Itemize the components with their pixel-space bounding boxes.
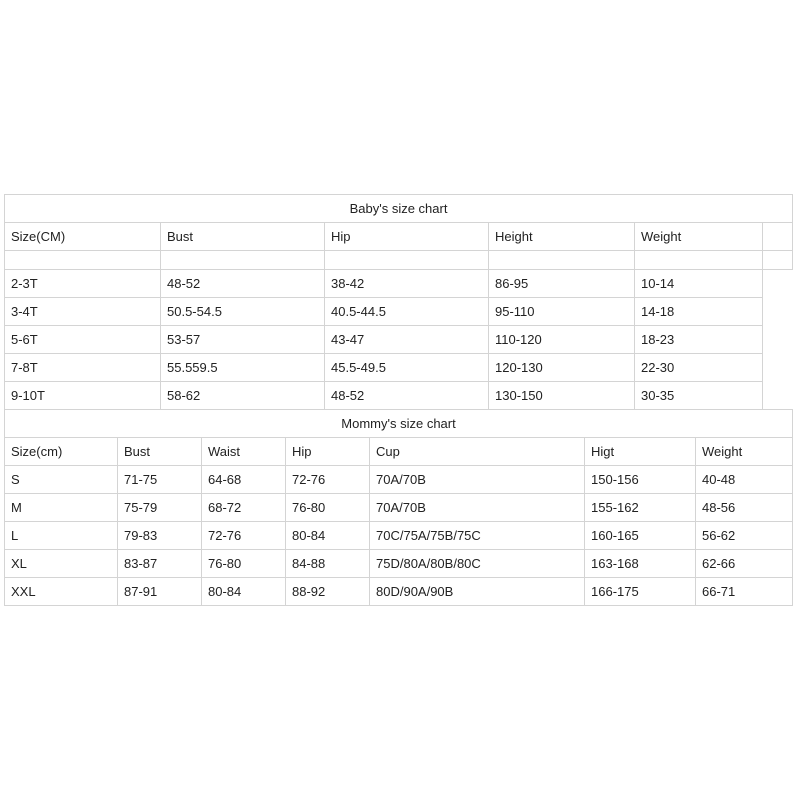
weight-cell: 18-23	[635, 326, 763, 354]
hip-cell: 43-47	[325, 326, 489, 354]
table-row	[5, 578, 793, 606]
bust-cell: 75-79	[118, 494, 202, 522]
hip-cell: 40.5-44.5	[325, 298, 489, 326]
height-cell: 95-110	[489, 298, 635, 326]
weight-cell: 62-66	[696, 550, 793, 578]
height-cell: 120-130	[489, 354, 635, 382]
weight-cell: 10-14	[635, 270, 763, 298]
size-cell: S	[5, 466, 118, 494]
size-cell: 7-8T	[5, 354, 161, 382]
empty-cell	[325, 251, 489, 270]
header-cell: Higt	[585, 438, 696, 466]
weight-cell: 48-56	[696, 494, 793, 522]
cup-cell: 75D/80A/80B/80C	[370, 550, 585, 578]
height-cell: 130-150	[489, 382, 635, 410]
header-cell: Bust	[161, 223, 325, 251]
empty-cell	[763, 382, 793, 410]
height-cell: 163-168	[585, 550, 696, 578]
hip-cell: 45.5-49.5	[325, 354, 489, 382]
waist-cell: 68-72	[202, 494, 286, 522]
weight-cell: 56-62	[696, 522, 793, 550]
hip-cell: 38-42	[325, 270, 489, 298]
size-cell: L	[5, 522, 118, 550]
hip-cell: 80-84	[286, 522, 370, 550]
size-cell: 9-10T	[5, 382, 161, 410]
table-row	[5, 270, 793, 298]
bust-cell: 83-87	[118, 550, 202, 578]
header-cell: Waist	[202, 438, 286, 466]
header-cell: Bust	[118, 438, 202, 466]
table-row	[5, 494, 793, 522]
empty-cell	[763, 354, 793, 382]
size-cell: XXL	[5, 578, 118, 606]
header-cell: Size(CM)	[5, 223, 161, 251]
hip-cell: 72-76	[286, 466, 370, 494]
empty-cell	[5, 251, 161, 270]
spacer-row	[5, 251, 793, 270]
empty-cell	[763, 298, 793, 326]
header-cell: Hip	[286, 438, 370, 466]
header-cell: Weight	[635, 223, 763, 251]
size-cell: 5-6T	[5, 326, 161, 354]
size-cell: 3-4T	[5, 298, 161, 326]
header-cell: Hip	[325, 223, 489, 251]
waist-cell: 76-80	[202, 550, 286, 578]
weight-cell: 30-35	[635, 382, 763, 410]
bust-cell: 87-91	[118, 578, 202, 606]
height-cell: 86-95	[489, 270, 635, 298]
size-cell: 2-3T	[5, 270, 161, 298]
table-row	[5, 466, 793, 494]
baby-table-title: Baby's size chart	[5, 195, 793, 223]
table-row	[5, 550, 793, 578]
height-cell: 110-120	[489, 326, 635, 354]
table-row	[5, 354, 793, 382]
bust-cell: 71-75	[118, 466, 202, 494]
mommy-table-title: Mommy's size chart	[5, 410, 793, 438]
height-cell: 160-165	[585, 522, 696, 550]
bust-cell: 48-52	[161, 270, 325, 298]
hip-cell: 76-80	[286, 494, 370, 522]
empty-cell	[635, 251, 763, 270]
weight-cell: 66-71	[696, 578, 793, 606]
weight-cell: 40-48	[696, 466, 793, 494]
bust-cell: 50.5-54.5	[161, 298, 325, 326]
weight-cell: 22-30	[635, 354, 763, 382]
bust-cell: 55.559.5	[161, 354, 325, 382]
table-row	[5, 522, 793, 550]
header-cell: Cup	[370, 438, 585, 466]
table-row	[5, 382, 793, 410]
size-cell: XL	[5, 550, 118, 578]
empty-cell	[763, 326, 793, 354]
empty-cell	[763, 223, 793, 251]
baby-header-row	[5, 223, 793, 251]
mommy-size-table	[4, 409, 793, 606]
height-cell: 166-175	[585, 578, 696, 606]
bust-cell: 58-62	[161, 382, 325, 410]
cup-cell: 70A/70B	[370, 494, 585, 522]
height-cell: 150-156	[585, 466, 696, 494]
header-cell: Weight	[696, 438, 793, 466]
mommy-header-row	[5, 438, 793, 466]
hip-cell: 88-92	[286, 578, 370, 606]
height-cell: 155-162	[585, 494, 696, 522]
hip-cell: 48-52	[325, 382, 489, 410]
weight-cell: 14-18	[635, 298, 763, 326]
empty-cell	[161, 251, 325, 270]
header-cell: Size(cm)	[5, 438, 118, 466]
empty-cell	[763, 251, 793, 270]
waist-cell: 72-76	[202, 522, 286, 550]
table-row	[5, 326, 793, 354]
cup-cell: 80D/90A/90B	[370, 578, 585, 606]
waist-cell: 80-84	[202, 578, 286, 606]
header-cell: Height	[489, 223, 635, 251]
table-row	[5, 298, 793, 326]
hip-cell: 84-88	[286, 550, 370, 578]
waist-cell: 64-68	[202, 466, 286, 494]
bust-cell: 53-57	[161, 326, 325, 354]
cup-cell: 70C/75A/75B/75C	[370, 522, 585, 550]
cup-cell: 70A/70B	[370, 466, 585, 494]
size-cell: M	[5, 494, 118, 522]
bust-cell: 79-83	[118, 522, 202, 550]
baby-size-table	[4, 194, 793, 410]
empty-cell	[763, 270, 793, 298]
empty-cell	[489, 251, 635, 270]
